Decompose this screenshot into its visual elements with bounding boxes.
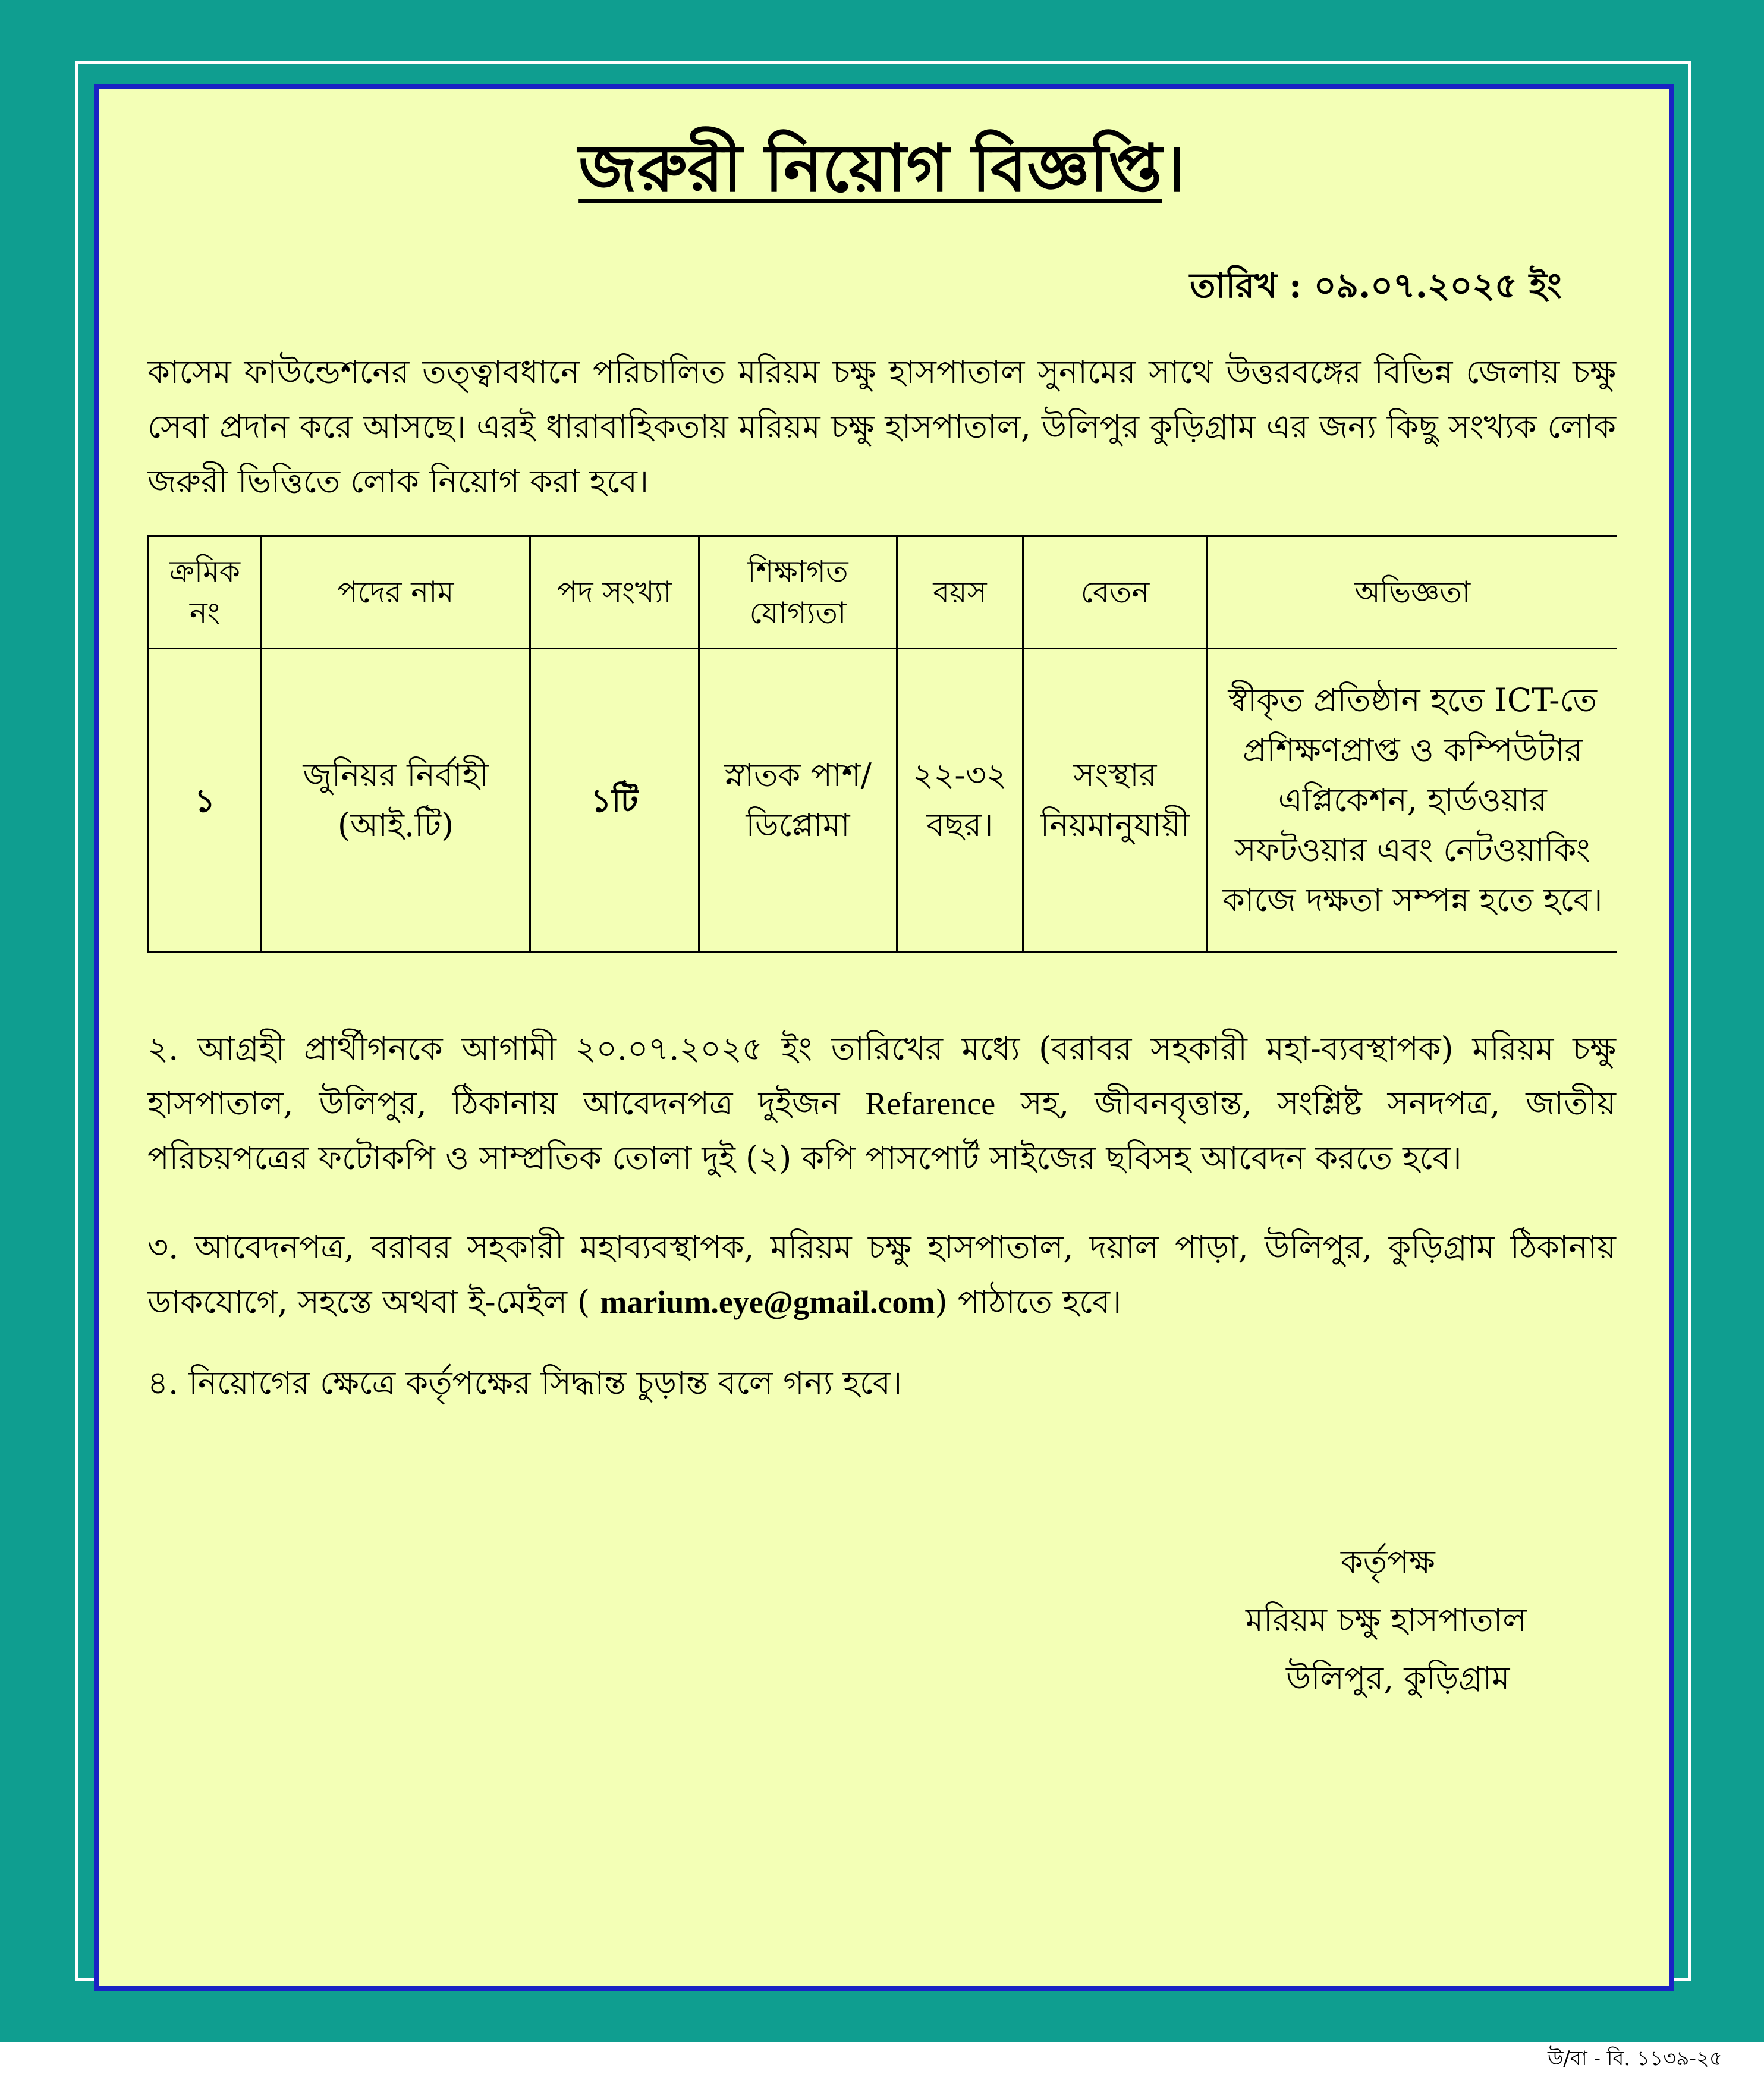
intro-paragraph: কাসেম ফাউন্ডেশনের তত্ত্বাবধানে পরিচালিত মরিয়ম চক্ষু হাসপাতাল সুনামের সাথে উত্তরবঙ্গের বিভিন্ন জেলায় চক্ষু সেবা প্রদান করে আসছে। এরই ধারাবাহিকতায় মরিয়ম চক্ষু হাসপাতাল, উলিপুর কুড়িগ্রাম এর জন্য কিছু সংখ্যক লোক জরুরী ভিত্তিতে লোক নিয়োগ করা হবে। (147, 353, 1616, 500)
point-2-paragraph (147, 1022, 1616, 1186)
point-2-reference-word: Refarence (865, 1086, 996, 1121)
reference-code: উ/বা - বি. ১১৩৯-২৫ (1547, 2047, 1722, 2070)
notice-title-text: জরুরী নিয়োগ বিজ্ঞপ্তি (578, 130, 1162, 206)
cell-post: জুনিয়র নির্বাহী (আই.টি) (262, 649, 530, 953)
header-serial: ক্রমিক নং (149, 536, 262, 649)
signature-hospital: মরিয়ম চক্ষু হাসপাতাল (1246, 1601, 1527, 1639)
posts-table (147, 535, 1617, 953)
cell-serial: ১ (149, 649, 262, 953)
cell-count: ১টি (530, 649, 699, 953)
header-education: শিক্ষাগত যোগ্যতা (699, 536, 897, 649)
notice-date: তারিখ : ০৯.০৭.২০২৫ ইং (1190, 265, 1562, 306)
header-post: পদের নাম (262, 536, 530, 649)
contact-email: marium.eye@gmail.com (600, 1284, 935, 1320)
cell-salary: সংস্থার নিয়মানুযায়ী (1023, 649, 1208, 953)
signature-authority: কর্তৃপক্ষ (1341, 1543, 1435, 1580)
point-3-paragraph (147, 1220, 1616, 1330)
table-row (149, 649, 1617, 953)
point-2-text-a: ২. আগ্রহী প্রার্থীগনকে আগামী ২০.০৭.২০২৫ ইং তারিখের মধ্যে (বরাবর সহকারী মহা-ব্যবস্থাপক) মরিয়ম চক্ষু হাসপাতাল, উলিপুর, ঠিকানায় আবেদনপত্র দুইজন (147, 1030, 1616, 1122)
cell-age: ২২-৩২ বছর। (897, 649, 1023, 953)
header-age: বয়স (897, 536, 1023, 649)
point-4-paragraph: ৪. নিয়োগের ক্ষেত্রে কর্তৃপক্ষের সিদ্ধান্ত চুড়ান্ত বলে গন্য হবে। (147, 1364, 903, 1401)
cell-education: স্নাতক পাশ/ ডিপ্লোমা (699, 649, 897, 953)
signature-location: উলিপুর, কুড়িগ্রাম (1286, 1660, 1510, 1697)
notice-title (0, 130, 1764, 207)
table-header-row (149, 536, 1617, 649)
cell-experience: স্বীকৃত প্রতিষ্ঠান হতে ICT-তে প্রশিক্ষণপ্রাপ্ত ও কম্পিউটার এপ্লিকেশন, হার্ডওয়ার সফটওয়ার এবং নেটওয়াকিং কাজে দক্ষতা সম্পন্ন হতে হবে। (1208, 649, 1617, 953)
header-count: পদ সংখ্যা (530, 536, 699, 649)
point-3-text-b: ) পাঠাতে হবে। (935, 1283, 1122, 1321)
notice-title-end: । (1162, 130, 1186, 206)
point-3-text-a: ৩. আবেদনপত্র, বরাবর সহকারী মহাব্যবস্থাপক, মরিয়ম চক্ষু হাসপাতাল, দয়াল পাড়া, উলিপুর, কুড়িগ্রাম ঠিকানায় ডাকযোগে, সহস্তে অথবা ই-মেইল ( (147, 1228, 1616, 1321)
header-experience: অভিজ্ঞতা (1208, 536, 1617, 649)
header-salary: বেতন (1023, 536, 1208, 649)
point-2-text-b: সহ, জীবনবৃত্তান্ত, সংশ্লিষ্ট সনদপত্র, জাতীয় পরিচয়পত্রের ফটোকপি ও সাম্প্রতিক তোলা দুই (২) কপি পাসপোর্ট সাইজের ছবিসহ আবেদন করতে হবে। (147, 1085, 1616, 1177)
